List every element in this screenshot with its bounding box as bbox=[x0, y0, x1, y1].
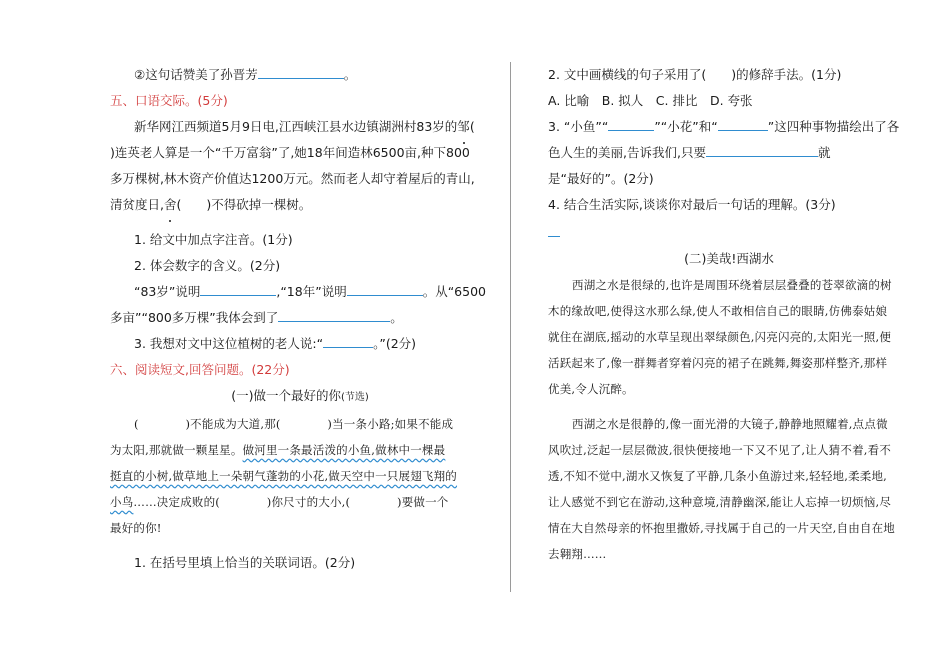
passage-line: 就住在湖底,摇动的水草呈现出翠绿颜色,闪亮闪亮的,太阳光一照,便 bbox=[548, 330, 892, 344]
dotted-char: 舍 bbox=[164, 192, 177, 218]
question-1: 1. 给文中加点字注音。(1分) bbox=[134, 232, 293, 247]
question-2: 2. 体会数字的含义。(2分) bbox=[134, 258, 281, 273]
passage-title-2: (二)美哉!西湖水 bbox=[684, 251, 774, 266]
passage-line: )连英老人算是一个“千万富翁”了,她18年间造林6500亩,种下800 bbox=[110, 145, 470, 160]
answer-blank[interactable] bbox=[347, 282, 423, 296]
underlined-sentence: 挺直的小树,做草地上一朵朝气蓬勃的小花,做天空中一只展翅飞翔的 bbox=[110, 469, 458, 483]
passage-2 bbox=[548, 272, 910, 567]
passage-line: 活跃起来了,像一群舞者穿着闪亮的裙子在跳舞,舞姿那样整齐,那样 bbox=[548, 356, 888, 370]
passage-line: 清贫度日,舍( )不得砍掉一棵树。 bbox=[110, 192, 490, 218]
answer-blank[interactable] bbox=[200, 282, 276, 296]
passage-1 bbox=[110, 411, 490, 541]
answer-blank[interactable] bbox=[718, 117, 768, 131]
passage-line bbox=[110, 463, 490, 489]
passage-line: 西湖之水是很绿的,也许是周围环绕着层层叠叠的苍翠欲滴的树 bbox=[572, 278, 892, 292]
passage-line: ( )不能成为大道,那( )当一条小路;如果不能成 bbox=[134, 417, 454, 431]
passage-line: 让人感觉不到它在游动,这种意境,清静幽深,能让人忘掉一切烦恼,尽 bbox=[548, 495, 892, 509]
question-3-four-things: 3. “小鱼”“ ”“小花”和“ ”这四种事物描绘出了各 bbox=[548, 119, 900, 134]
answer-blank[interactable] bbox=[706, 143, 818, 157]
left-column bbox=[110, 62, 490, 576]
passage-line: 新华网江西频道5月9日电,江西峡江县水边镇湖洲村83岁的邹( bbox=[110, 114, 490, 140]
section-5-heading: 五、口语交际。(5分) bbox=[110, 93, 228, 108]
question-4-understanding: 4. 结合生活实际,谈谈你对最后一句话的理解。(3分) bbox=[548, 197, 836, 212]
answer-blank[interactable] bbox=[258, 65, 344, 79]
answer-blank[interactable] bbox=[548, 226, 560, 237]
passage-line: 木的缘故吧,使得这水那么绿,使人不敢相信自己的眼睛,仿佛泰姑娘 bbox=[548, 304, 888, 318]
passage-line: 最好的你! bbox=[110, 521, 162, 535]
answer-line-sun-jingfang: ②这句话赞美了孙晋芳 。 bbox=[134, 67, 357, 82]
question-2-rhetoric: 2. 文中画横线的句子采用了( )的修辞手法。(1分) bbox=[548, 67, 842, 82]
passage-line: 多万棵树,林木资产价值达1200万元。然而老人却守着屋后的青山, bbox=[110, 171, 475, 186]
answer-blank[interactable] bbox=[608, 117, 654, 131]
answer-blank[interactable] bbox=[278, 308, 390, 322]
passage-title-1: (一)做一个最好的你(节选) bbox=[231, 388, 369, 403]
section-6-heading: 六、阅读短文,回答问题。(22分) bbox=[110, 362, 290, 377]
passage-line: 去翱翔…… bbox=[548, 547, 607, 561]
underlined-sentence: 小鸟 bbox=[110, 495, 134, 509]
underlined-sentence: 做河里一条最活泼的小鱼,做林中一棵最 bbox=[242, 443, 446, 457]
question-2-answer-line: 多亩”“800多万棵”我体会到了 。 bbox=[110, 310, 403, 325]
question-2-answer-line: “83岁”说明 ,“18年”说明 。从“6500 bbox=[134, 284, 486, 299]
answer-blank[interactable] bbox=[323, 334, 373, 348]
passage-line: 风吹过,泛起一层层微波,很快便接地一下又不见了,让人猜不着,看不 bbox=[548, 443, 892, 457]
answer-options: A. 比喻 B. 拟人 C. 排比 D. 夸张 bbox=[548, 93, 753, 108]
right-column bbox=[548, 62, 910, 567]
question-1-conjunctions: 1. 在括号里填上恰当的关联词语。(2分) bbox=[134, 555, 356, 570]
question-3-line-2: 色人生的美丽,告诉我们,只要 就 bbox=[548, 145, 831, 160]
passage-line: 西湖之水是很静的,像一面光滑的大镜子,静静地照耀着,点点微 bbox=[572, 417, 888, 431]
passage-line: 透,不知不觉中,湖水又恢复了平静,几条小鱼游过来,轻轻地,柔柔地, bbox=[548, 469, 888, 483]
column-divider bbox=[510, 62, 511, 592]
passage-line: 情在大自然母亲的怀抱里撒娇,寻找属于自己的一片天空,自由自在地 bbox=[548, 521, 896, 535]
question-3-line-3: 是“最好的”。(2分) bbox=[548, 171, 654, 186]
question-3: 3. 我想对文中这位植树的老人说:“ 。”(2分) bbox=[134, 336, 417, 351]
passage-line: 优美,令人沉醉。 bbox=[548, 382, 634, 396]
passage-line: 为太阳,那就做一颗星星。做河里一条最活泼的小鱼,做林中一棵最 bbox=[110, 443, 446, 457]
passage-line: 小鸟……决定成败的( )你尺寸的大小,( )要做一个 bbox=[110, 495, 449, 509]
dotted-char: 邹 bbox=[457, 114, 470, 140]
